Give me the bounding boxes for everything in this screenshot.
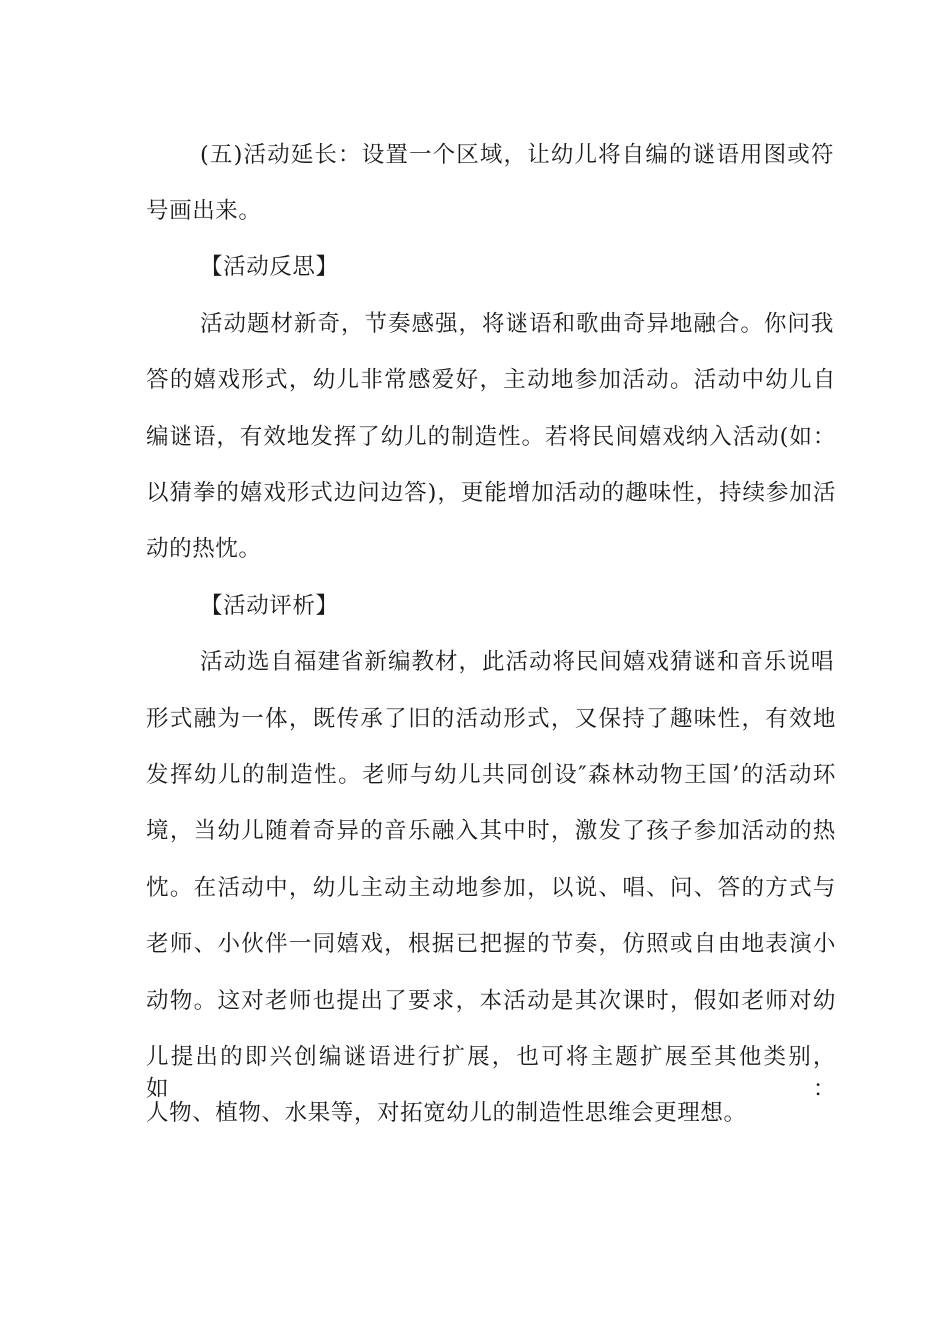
section-heading: 【活动评析】 — [200, 593, 339, 619]
paragraph-line: 境，当幼儿随着奇异的音乐融入其中时，激发了孩子参加活动的热 — [146, 818, 836, 844]
paragraph-line: 忱。在活动中，幼儿主动主动地参加，以说、唱、问、答的方式与 — [146, 875, 836, 901]
paragraph-line: 号画出来。 — [146, 198, 262, 224]
paragraph-line: 形式融为一体，既传承了旧的活动形式，又保持了趣味性，有效地 — [146, 706, 836, 732]
paragraph-line: 编谜语，有效地发挥了幼儿的制造性。若将民间嬉戏纳入活动(如： — [146, 424, 836, 450]
paragraph-line: 活动题材新奇，节奏感强，将谜语和歌曲奇异地融合。你问我 — [200, 311, 834, 337]
paragraph-line: 活动选自福建省新编教材，此活动将民间嬉戏猜谜和音乐说唱 — [200, 649, 834, 675]
paragraph-line: 发挥幼儿的制造性。老师与幼儿共同创设″森林动物王国’的活动环 — [146, 762, 836, 788]
paragraph-line: 答的嬉戏形式，幼儿非常感爱好，主动地参加活动。活动中幼儿自 — [146, 367, 836, 393]
paragraph-line: 老师、小伙伴一同嬉戏，根据已把握的节奏，仿照或自由地表演小 — [146, 931, 836, 957]
paragraph-line: 人物、植物、水果等，对拓宽幼儿的制造性思维会更理想。 — [146, 1100, 747, 1126]
paragraph-line: 动物。这对老师也提出了要求，本活动是其次课时，假如老师对幼 — [146, 988, 836, 1014]
paragraph-line: 动的热忱。 — [146, 536, 262, 562]
paragraph-line: 儿提出的即兴创编谜语进行扩展，也可将主题扩展至其他类别，如： — [146, 1044, 836, 1102]
paragraph-line: 以猜拳的嬉戏形式边问边答)，更能增加活动的趣味性，持续参加活 — [146, 480, 836, 506]
paragraph-line: (五)活动延长：设置一个区域，让幼儿将自编的谜语用图或符 — [200, 142, 834, 168]
section-heading: 【活动反思】 — [200, 254, 339, 280]
